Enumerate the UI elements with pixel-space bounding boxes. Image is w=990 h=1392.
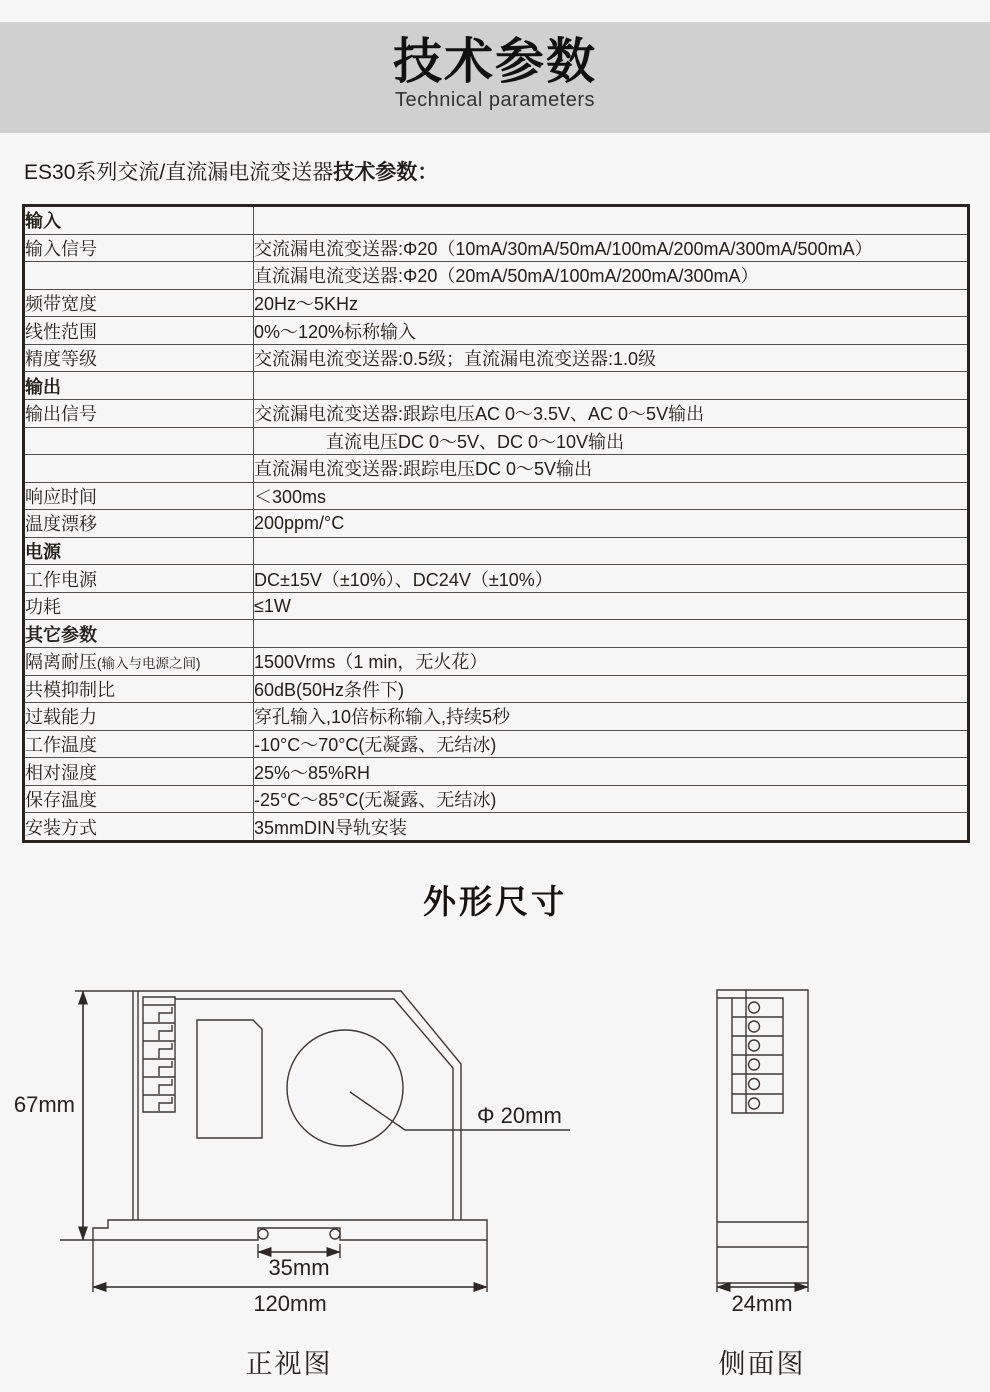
spec-value-cell [254, 372, 969, 400]
header-band [0, 22, 990, 133]
rail-notch-hook-right [330, 1229, 340, 1239]
spec-label-cell: 输出信号 [24, 399, 254, 427]
rail-notch-dimension-label: 35mm [268, 1255, 330, 1280]
spec-row [24, 234, 969, 262]
side-width-dimension [717, 1283, 808, 1316]
intro-product-name: ES30系列交流/直流漏电流变送器 [24, 161, 334, 184]
spec-row [24, 262, 969, 290]
side-body-outline [717, 990, 808, 1283]
spec-row [24, 703, 969, 731]
spec-value-cell: 交流漏电流变送器:跟踪电压AC 0～3.5V、AC 0～5V输出 [254, 399, 969, 427]
spec-value-cell: 60dB(50Hz条件下) [254, 675, 969, 703]
spec-label-cell [24, 262, 254, 290]
intro-suffix: 技术参数： [333, 161, 439, 184]
side-top-step [717, 990, 746, 998]
spec-row [24, 785, 969, 813]
intro-line [24, 156, 438, 186]
page-title: 技术参数 [392, 35, 597, 89]
spec-row [24, 648, 969, 676]
spec-row [24, 289, 969, 317]
spec-value-cell: 25%～85%RH [254, 758, 969, 786]
side-terminal-strip [732, 998, 783, 1113]
spec-label-cell: 温度漂移 [24, 510, 254, 538]
front-body-outline [133, 991, 461, 1220]
spec-label-cell: 安装方式 [24, 813, 254, 842]
spec-row [24, 730, 969, 758]
spec-value-cell: 交流漏电流变送器:0.5级；直流漏电流变送器:1.0级 [254, 344, 969, 372]
front-view-drawing [14, 991, 570, 1379]
rail-notch-hook-left [258, 1229, 268, 1239]
spec-value-cell: ≤1W [254, 592, 969, 620]
side-width-dimension-label: 24mm [731, 1291, 793, 1316]
spec-value-cell [254, 620, 969, 648]
front-mounting-hole [287, 1030, 403, 1146]
spec-value-cell: 200ppm/°C [254, 510, 969, 538]
front-terminal-block [143, 997, 175, 1112]
front-din-base [93, 1220, 487, 1240]
spec-row [24, 206, 969, 235]
dimension-drawings [0, 960, 990, 1392]
front-body-inner-contour [175, 999, 453, 1220]
spec-value-cell: 20Hz～5KHz [254, 289, 969, 317]
spec-row [24, 344, 969, 372]
front-width-dimension-label: 120mm [253, 1291, 327, 1316]
spec-row [24, 399, 969, 427]
side-view-label: 侧面图 [718, 1349, 806, 1379]
spec-table [22, 204, 970, 843]
spec-value-cell [254, 206, 969, 235]
spec-value-cell: -25°C～85°C(无凝露、无结冰) [254, 785, 969, 813]
spec-row [24, 455, 969, 483]
spec-row [24, 537, 969, 565]
spec-row [24, 620, 969, 648]
spec-value-cell: -10°C～70°C(无凝露、无结冰) [254, 730, 969, 758]
spec-row [24, 427, 969, 455]
spec-row [24, 592, 969, 620]
spec-label-cell [24, 455, 254, 483]
spec-value-cell: DC±15V（±10%）、DC24V（±10%） [254, 565, 969, 593]
page-subtitle: Technical parameters [394, 89, 596, 111]
spec-value-cell: 穿孔输入,10倍标称输入,持续5秒 [254, 703, 969, 731]
dimensions-heading: 外形尺寸 [423, 883, 567, 920]
spec-row [24, 372, 969, 400]
spec-row [24, 675, 969, 703]
spec-label-cell: 精度等级 [24, 344, 254, 372]
spec-label-cell [24, 427, 254, 455]
spec-value-cell: 直流漏电流变送器:跟踪电压DC 0～5V输出 [254, 455, 969, 483]
spec-label-cell: 工作温度 [24, 730, 254, 758]
spec-label-cell: 工作电源 [24, 565, 254, 593]
height-dimension [14, 991, 133, 1240]
spec-value-cell: 直流电压DC 0～5V、DC 0～10V输出 [254, 427, 969, 455]
spec-label-cell: 输入信号 [24, 234, 254, 262]
spec-label-cell: 过载能力 [24, 703, 254, 731]
spec-label-cell: 功耗 [24, 592, 254, 620]
spec-label-cell: 隔离耐压(输入与电源之间) [24, 648, 254, 676]
spec-table-body [24, 206, 969, 842]
side-view-drawing [717, 990, 808, 1379]
spec-value-cell: 0%～120%标称输入 [254, 317, 969, 345]
spec-row [24, 813, 969, 842]
spec-label-cell: 保存温度 [24, 785, 254, 813]
spec-row [24, 482, 969, 510]
spec-value-cell: ＜300ms [254, 482, 969, 510]
front-label-plate [197, 1020, 262, 1138]
hole-diameter-label: Φ 20mm [477, 1103, 562, 1128]
spec-label-cell: 其它参数 [24, 620, 254, 648]
spec-label-cell: 线性范围 [24, 317, 254, 345]
spec-value-cell: 交流漏电流变送器:Φ20（10mA/30mA/50mA/100mA/200mA/300mA/500mA） [254, 234, 969, 262]
spec-row [24, 317, 969, 345]
rail-notch-dimension [258, 1244, 340, 1280]
spec-label-cell: 相对湿度 [24, 758, 254, 786]
front-view-label: 正视图 [245, 1349, 333, 1379]
spec-label-small-suffix: (输入与电源之间) [97, 656, 201, 672]
spec-label-cell: 电源 [24, 537, 254, 565]
spec-label-cell: 频带宽度 [24, 289, 254, 317]
spec-value-cell: 35mmDIN导轨安装 [254, 813, 969, 842]
spec-label-cell: 输出 [24, 372, 254, 400]
spec-row [24, 565, 969, 593]
spec-value-cell [254, 537, 969, 565]
spec-row [24, 510, 969, 538]
side-base-lines [717, 1222, 808, 1247]
spec-label-cell: 输入 [24, 206, 254, 235]
spec-value-cell: 直流漏电流变送器:Φ20（20mA/50mA/100mA/200mA/300mA） [254, 262, 969, 290]
spec-label-cell: 响应时间 [24, 482, 254, 510]
spec-row [24, 758, 969, 786]
spec-label-cell: 共模抑制比 [24, 675, 254, 703]
height-dimension-label: 67mm [13, 1092, 75, 1117]
spec-value-cell: 1500Vrms（1 min，无火花） [254, 648, 969, 676]
